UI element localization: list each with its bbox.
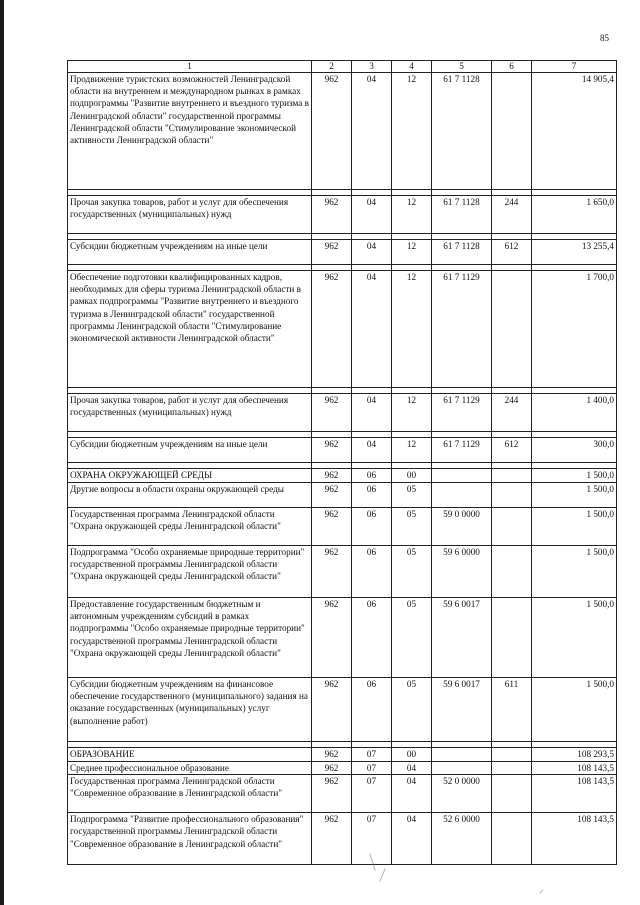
cell-code-expense-type: 612 <box>492 240 532 265</box>
table-row <box>68 438 617 463</box>
cell-code-ministry: 962 <box>312 508 352 546</box>
cell-code-ministry: 962 <box>312 438 352 463</box>
cell-code-subsection: 04 <box>392 813 432 865</box>
cell-code-subsection: 12 <box>392 271 432 388</box>
cell-code-expense-type: 611 <box>492 678 532 742</box>
cell-code-subsection: 12 <box>392 438 432 463</box>
cell-code-ministry: 962 <box>312 271 352 388</box>
cell-code-subsection: 12 <box>392 394 432 432</box>
cell-code-expense-type <box>492 508 532 546</box>
page-number: 85 <box>600 33 609 43</box>
cell-code-ministry: 962 <box>312 678 352 742</box>
cell-code-section: 04 <box>352 73 392 190</box>
cell-code-target: 59 0 0000 <box>432 508 492 546</box>
table-row <box>68 240 617 265</box>
cell-item-name: Подпрограмма "Особо охраняемые природные территории" государственной программы Ленинградской области "Охрана окружающей среды Ленинградской области" <box>68 546 312 598</box>
cell-code-subsection: 05 <box>392 508 432 546</box>
cell-code-subsection: 12 <box>392 240 432 265</box>
cell-code-expense-type: 612 <box>492 438 532 463</box>
cell-code-target: 52 0 0000 <box>432 775 492 813</box>
cell-code-ministry: 962 <box>312 598 352 678</box>
cell-code-target: 59 6 0017 <box>432 678 492 742</box>
table-row <box>68 469 617 483</box>
cell-code-target <box>432 483 492 508</box>
cell-item-name: Среднее профессиональное образование <box>68 762 312 775</box>
cell-amount: 1 500,0 <box>532 483 617 508</box>
cell-code-target: 61 7 1129 <box>432 394 492 432</box>
cell-code-target: 59 6 0000 <box>432 546 492 598</box>
table-row <box>68 762 617 775</box>
cell-amount: 1 400,0 <box>532 394 617 432</box>
scan-edge <box>0 0 4 905</box>
header-row <box>68 61 617 73</box>
cell-code-expense-type <box>492 546 532 598</box>
cell-code-section: 06 <box>352 678 392 742</box>
cell-code-section: 04 <box>352 271 392 388</box>
cell-amount: 1 500,0 <box>532 546 617 598</box>
cell-amount: 1 500,0 <box>532 508 617 546</box>
cell-code-expense-type <box>492 748 532 762</box>
cell-code-section: 04 <box>352 196 392 234</box>
cell-item-name: Подпрограмма "Развитие профессионального образования" государственной программы Ленинградской области "Современное образование в Ленинградской области" <box>68 813 312 865</box>
cell-code-section: 04 <box>352 394 392 432</box>
cell-code-expense-type <box>492 73 532 190</box>
cell-code-subsection: 05 <box>392 598 432 678</box>
cell-code-subsection: 05 <box>392 678 432 742</box>
cell-code-subsection: 04 <box>392 762 432 775</box>
cell-code-ministry: 962 <box>312 762 352 775</box>
cell-code-ministry: 962 <box>312 775 352 813</box>
cell-item-name: Обеспечение подготовки квалифицированных кадров, необходимых для сферы туризма Ленинградской области в рамках подпрограммы "Развитие внутреннего и въездного туризма в Ленинградской области" государственной программы Ленинградской области "Стимулирование экономической активности Ленинградской области" <box>68 271 312 388</box>
cell-code-expense-type: 244 <box>492 196 532 234</box>
table-row <box>68 546 617 598</box>
cell-item-name: ОХРАНА ОКРУЖАЮЩЕЙ СРЕДЫ <box>68 469 312 483</box>
cell-code-ministry: 962 <box>312 813 352 865</box>
cell-code-target: 61 7 1128 <box>432 196 492 234</box>
cell-amount: 1 500,0 <box>532 678 617 742</box>
header-col-1: 1 <box>68 61 312 73</box>
header-col-3: 3 <box>352 61 392 73</box>
cell-code-section: 07 <box>352 813 392 865</box>
cell-code-target <box>432 469 492 483</box>
cell-code-subsection: 04 <box>392 775 432 813</box>
cell-amount: 108 293,5 <box>532 748 617 762</box>
table-row <box>68 508 617 546</box>
cell-code-section: 07 <box>352 762 392 775</box>
cell-amount: 1 500,0 <box>532 598 617 678</box>
scan-artifact <box>379 868 385 881</box>
cell-code-expense-type <box>492 775 532 813</box>
budget-table <box>67 60 617 865</box>
header-col-2: 2 <box>312 61 352 73</box>
cell-code-section: 04 <box>352 438 392 463</box>
header-col-4: 4 <box>392 61 432 73</box>
table-row <box>68 775 617 813</box>
cell-code-ministry: 962 <box>312 196 352 234</box>
cell-code-section: 06 <box>352 469 392 483</box>
table-row <box>68 813 617 865</box>
cell-code-ministry: 962 <box>312 73 352 190</box>
cell-code-expense-type <box>492 469 532 483</box>
cell-code-ministry: 962 <box>312 748 352 762</box>
header-col-6: 6 <box>492 61 532 73</box>
cell-code-section: 04 <box>352 240 392 265</box>
cell-item-name: Прочая закупка товаров, работ и услуг для обеспечения государственных (муниципальных) нужд <box>68 196 312 234</box>
cell-code-target: 61 7 1129 <box>432 271 492 388</box>
cell-code-expense-type <box>492 762 532 775</box>
table-body <box>68 73 617 865</box>
cell-amount: 1 500,0 <box>532 469 617 483</box>
table-row <box>68 748 617 762</box>
table-row <box>68 394 617 432</box>
cell-amount: 1 650,0 <box>532 196 617 234</box>
cell-item-name: Другие вопросы в области охраны окружающей среды <box>68 483 312 508</box>
cell-code-section: 07 <box>352 748 392 762</box>
cell-code-expense-type: 244 <box>492 394 532 432</box>
cell-item-name: Субсидии бюджетным учреждениям на иные цели <box>68 438 312 463</box>
cell-item-name: Субсидии бюджетным учреждениям на финансовое обеспечение государственного (муниципального) задания на оказание государственных (муниципальных) услуг (выполнение работ) <box>68 678 312 742</box>
cell-amount: 13 255,4 <box>532 240 617 265</box>
cell-item-name: ОБРАЗОВАНИЕ <box>68 748 312 762</box>
header-col-7: 7 <box>532 61 617 73</box>
cell-code-subsection: 05 <box>392 546 432 598</box>
cell-item-name: Предоставление государственным бюджетным и автономным учреждениям субсидий в рамках подпрограммы "Особо охраняемые природные территории" государственной программы Ленинградской области "Охрана окружающей среды Ленинградской области" <box>68 598 312 678</box>
cell-code-subsection: 12 <box>392 196 432 234</box>
cell-item-name: Государственная программа Ленинградской области "Охрана окружающей среды Ленинградской области" <box>68 508 312 546</box>
cell-code-section: 06 <box>352 598 392 678</box>
cell-code-target: 61 7 1129 <box>432 438 492 463</box>
cell-amount: 300,0 <box>532 438 617 463</box>
cell-code-section: 06 <box>352 483 392 508</box>
cell-code-subsection: 05 <box>392 483 432 508</box>
cell-code-section: 06 <box>352 508 392 546</box>
scan-artifact <box>540 889 544 893</box>
cell-code-ministry: 962 <box>312 240 352 265</box>
header-col-5: 5 <box>432 61 492 73</box>
table-row <box>68 271 617 388</box>
cell-code-expense-type <box>492 598 532 678</box>
cell-code-subsection: 00 <box>392 748 432 762</box>
cell-item-name: Государственная программа Ленинградской области "Современное образование в Ленинградской области" <box>68 775 312 813</box>
cell-code-expense-type <box>492 271 532 388</box>
cell-code-target <box>432 748 492 762</box>
cell-amount: 14 905,4 <box>532 73 617 190</box>
table-row <box>68 196 617 234</box>
table-row <box>68 678 617 742</box>
cell-amount: 108 143,5 <box>532 813 617 865</box>
cell-amount: 108 143,5 <box>532 775 617 813</box>
table-row <box>68 483 617 508</box>
cell-code-ministry: 962 <box>312 394 352 432</box>
cell-code-subsection: 00 <box>392 469 432 483</box>
cell-code-ministry: 962 <box>312 546 352 598</box>
table-row <box>68 73 617 190</box>
cell-amount: 1 700,0 <box>532 271 617 388</box>
cell-code-ministry: 962 <box>312 469 352 483</box>
table-row <box>68 598 617 678</box>
cell-code-ministry: 962 <box>312 483 352 508</box>
cell-code-section: 07 <box>352 775 392 813</box>
cell-code-target: 59 6 0017 <box>432 598 492 678</box>
cell-code-target: 61 7 1128 <box>432 240 492 265</box>
cell-item-name: Субсидии бюджетным учреждениям на иные цели <box>68 240 312 265</box>
cell-code-subsection: 12 <box>392 73 432 190</box>
cell-item-name: Прочая закупка товаров, работ и услуг для обеспечения государственных (муниципальных) нужд <box>68 394 312 432</box>
cell-amount: 108 143,5 <box>532 762 617 775</box>
cell-code-target: 52 6 0000 <box>432 813 492 865</box>
cell-code-target: 61 7 1128 <box>432 73 492 190</box>
cell-code-expense-type <box>492 483 532 508</box>
cell-code-target <box>432 762 492 775</box>
cell-code-section: 06 <box>352 546 392 598</box>
cell-code-expense-type <box>492 813 532 865</box>
cell-item-name: Продвижение туристских возможностей Ленинградской области на внутреннем и международном рынках в рамках подпрограммы "Развитие внутреннего и въездного туризма в Ленинградской области" государственной программы Ленинградской области "Стимулирование экономической активности Ленинградской области" <box>68 73 312 190</box>
